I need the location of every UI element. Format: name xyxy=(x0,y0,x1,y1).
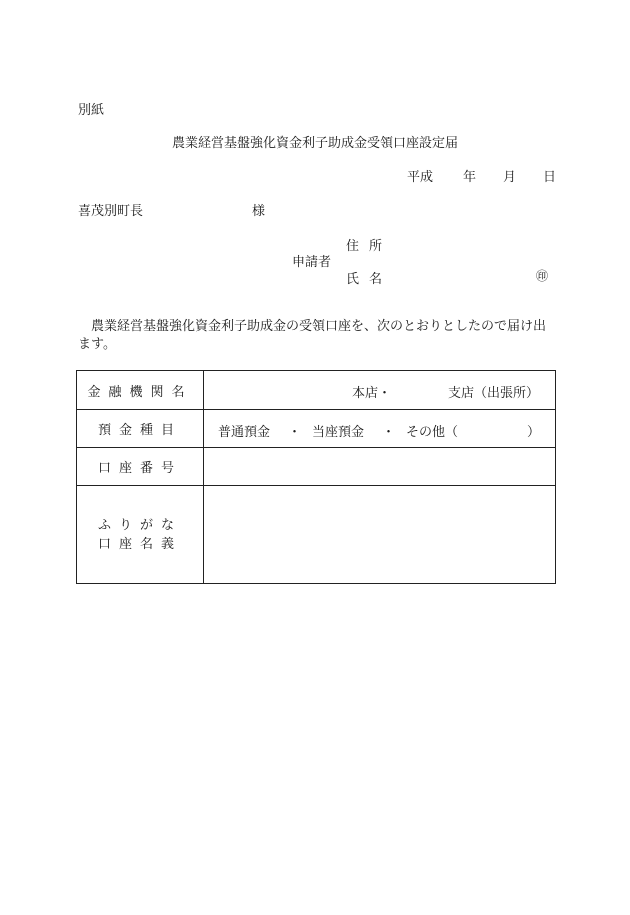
account-table xyxy=(76,370,556,584)
option-ordinary[interactable]: 普通預金 xyxy=(218,425,271,440)
bank-name-cell[interactable] xyxy=(204,371,556,410)
account-holder-label xyxy=(77,486,204,584)
body-text: 農業経営基盤強化資金利子助成金の受領口座を、次のとおりとしたので届け出ます。 xyxy=(78,319,547,352)
table-row-account-holder xyxy=(77,486,556,584)
account-holder-cell[interactable] xyxy=(204,486,556,584)
date-day: 日 xyxy=(543,170,557,185)
applicant-label: 申請者 xyxy=(292,255,332,270)
date-era: 平成 xyxy=(407,170,434,185)
table-row-bank xyxy=(77,371,556,410)
main-branch-text: 本店・ xyxy=(352,386,392,401)
furigana-label: ふりがな xyxy=(97,517,182,533)
form-title: 農業経営基盤強化資金利子助成金受領口座設定届 xyxy=(171,136,458,151)
option-separator: ・ xyxy=(382,425,396,440)
option-other[interactable]: その他（ xyxy=(406,425,459,440)
option-separator: ・ xyxy=(288,425,302,440)
table-row-deposit-type xyxy=(77,410,556,448)
branch-text: 支店（出張所） xyxy=(448,386,540,401)
account-number-label: 口座番号 xyxy=(77,448,204,486)
option-other-close: ） xyxy=(527,425,541,440)
deposit-type-cell[interactable] xyxy=(204,410,556,448)
deposit-type-label: 預金種目 xyxy=(77,410,204,448)
attachment-label: 別紙 xyxy=(78,103,105,118)
account-number-cell[interactable] xyxy=(204,448,556,486)
account-holder-name-label: 口座名義 xyxy=(97,536,182,552)
address-label: 住所 xyxy=(346,239,393,254)
addressee-honorific: 様 xyxy=(252,204,266,219)
seal-icon: ㊞ xyxy=(536,269,549,283)
bank-name-label: 金融機関名 xyxy=(77,371,204,410)
date-year: 年 xyxy=(463,170,477,185)
table-row-account-number xyxy=(77,448,556,486)
name-label: 氏名 xyxy=(346,272,393,287)
option-current[interactable]: 当座預金 xyxy=(312,425,365,440)
date-month: 月 xyxy=(503,170,517,185)
addressee-name: 喜茂別町長 xyxy=(78,204,144,219)
